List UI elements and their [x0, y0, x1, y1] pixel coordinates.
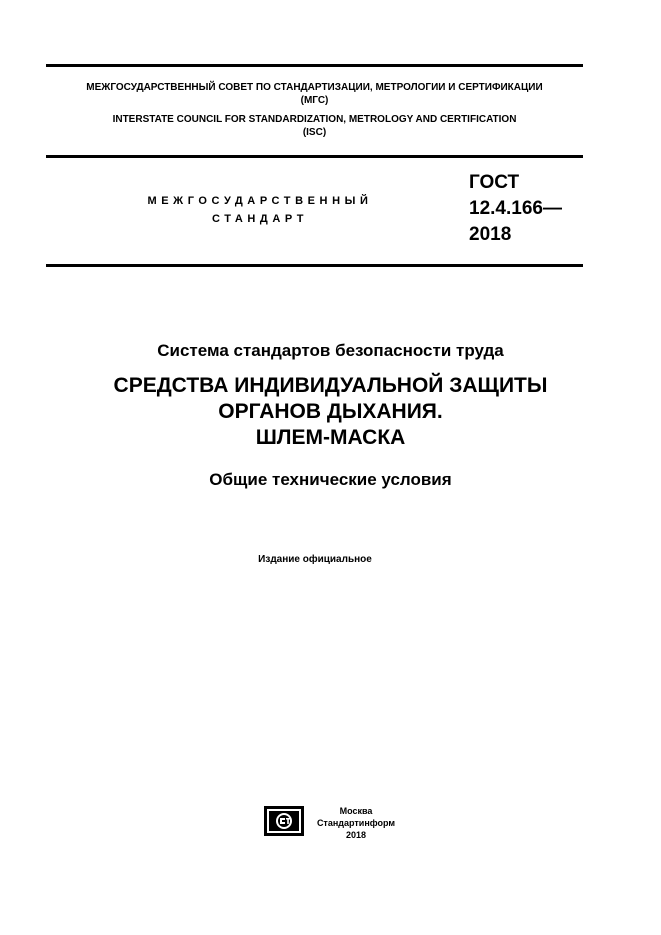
publisher-year: 2018	[345, 830, 367, 840]
gost-prefix: ГОСТ	[469, 172, 520, 193]
series-title: Система стандартов безопасности труда	[157, 341, 504, 360]
bottom-rule	[46, 264, 583, 267]
publisher-city: Москва	[339, 806, 373, 816]
council-abbr-ru: (МГС)	[300, 95, 329, 106]
edition-note: Издание официальное	[258, 554, 372, 565]
gost-number: 12.4.166—	[469, 198, 562, 219]
council-abbr-en: (ISC)	[302, 127, 327, 138]
standard-type-line2: СТАНДАРТ	[211, 213, 309, 225]
council-name-en-line1: INTERSTATE COUNCIL FOR STANDARDIZATION, METROLOGY AND CERTIFICATION	[112, 114, 517, 125]
gost-designation	[469, 170, 562, 248]
top-rule	[46, 64, 583, 67]
middle-rule	[46, 155, 583, 158]
document-title-line2: ОРГАНОВ ДЫХАНИЯ.	[218, 400, 443, 423]
document-title	[0, 373, 661, 451]
standard-type-line1: МЕЖГОСУДАРСТВЕННЫЙ	[147, 195, 373, 207]
standartinform-logo-icon	[264, 806, 304, 836]
council-name-ru-line1: МЕЖГОСУДАРСТВЕННЫЙ СОВЕТ ПО СТАНДАРТИЗАЦИИ, МЕТРОЛОГИИ И СЕРТИФИКАЦИИ	[86, 82, 543, 93]
document-subtitle: Общие технические условия	[209, 470, 452, 489]
publisher-block	[307, 805, 405, 841]
document-title-line3: ШЛЕМ-МАСКА	[255, 426, 406, 449]
publisher-name: Стандартинформ	[316, 818, 396, 828]
document-title-line1: СРЕДСТВА ИНДИВИДУАЛЬНОЙ ЗАЩИТЫ	[113, 374, 548, 397]
council-name-en	[46, 113, 583, 139]
council-name-ru	[46, 81, 583, 107]
gost-year: 2018	[469, 224, 512, 245]
